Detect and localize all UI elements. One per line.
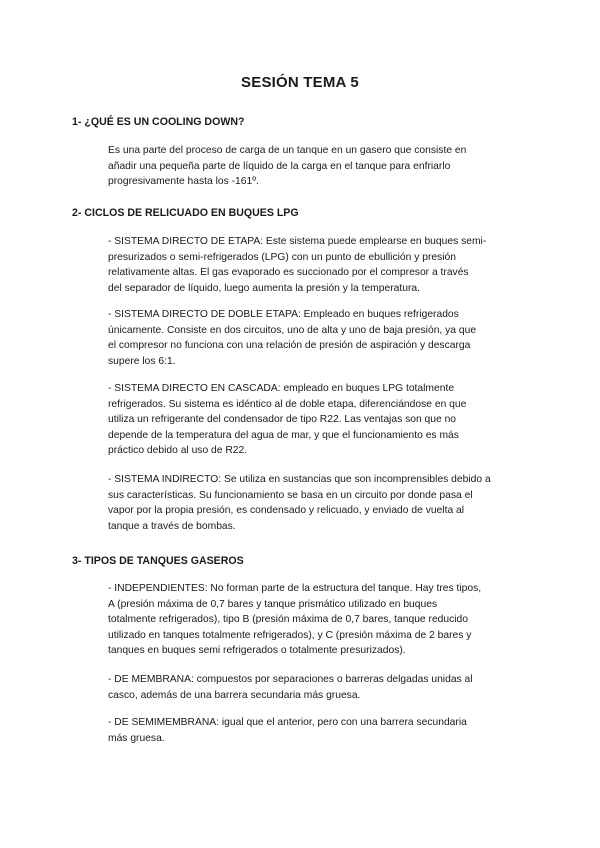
text-line: tanques en buques semi refrigerados o totalmente presurizados). [108, 645, 406, 657]
text-line: - SISTEMA DIRECTO EN CASCADA: empleado en buques LPG totalmente [108, 383, 455, 394]
text-line: depende de la temperatura del agua de mar, y que el funcionamiento es más [108, 429, 459, 441]
paragraph-membrana [108, 672, 526, 703]
text-line: - SISTEMA DIRECTO DE DOBLE ETAPA: Empleado en buques refrigerados [108, 309, 459, 320]
paragraph-sistema-doble-etapa [108, 307, 526, 369]
section-heading-2: 2- CICLOS DE RELICUADO EN BUQUES LPG [72, 207, 299, 219]
paragraph-sistema-indirecto [108, 472, 526, 534]
text-line: del separador de líquido, luego aumenta la presión y la temperatura. [108, 282, 420, 294]
text-line: relativamente altas. El gas evaporado es succionado por el compresor a través [108, 267, 469, 279]
text-line: - INDEPENDIENTES: No forman parte de la estructura del tanque. Hay tres tipos, [108, 583, 482, 594]
text-line: práctico debido al uso de R22. [108, 445, 248, 457]
text-line: supere los 6:1. [108, 355, 176, 367]
text-line: - SISTEMA DIRECTO DE ETAPA: Este sistema puede emplearse en buques semi- [108, 236, 487, 247]
text-line: más gruesa. [108, 732, 165, 744]
section-heading-3: 3- TIPOS DE TANQUES GASEROS [72, 555, 244, 567]
text-line: casco, además de una barrera secundaria más gruesa. [108, 689, 361, 701]
text-line: únicamente. Consiste en dos circuitos, uno de alta y uno de baja presión, ya que [108, 324, 477, 336]
text-line: Es una parte del proceso de carga de un tanque en un gasero que consiste en [108, 145, 467, 156]
text-line: el compresor no funciona con una relación de presión de aspiración y descarga [108, 340, 471, 352]
text-line: refrigerados. Su sistema es idéntico al de doble etapa, diferenciándose en que [108, 398, 467, 410]
text-line: A (presión máxima de 0,7 bares y tanque prismático utilizado en buques [108, 598, 438, 610]
paragraph-sistema-cascada [108, 381, 526, 459]
paragraph-sistema-directo-etapa [108, 234, 526, 296]
text-line: presurizados o semi-refrigerados (LPG) con un punto de ebullición y presión [108, 251, 456, 263]
text-line: - DE MEMBRANA: compuestos por separaciones o barreras delgadas unidas al [108, 674, 473, 685]
text-line: vapor por la propia presión, es condensado y relicuado, y enviado de vuelta al [108, 505, 465, 517]
text-line: añadir una pequeña parte de líquido de la carga en el tanque para enfriarlo [108, 160, 451, 172]
text-line: totalmente refrigerados), tipo B (presión máxima de 0,7 bares, tanque reducido [108, 614, 469, 626]
text-line: utiliza un refrigerante del condensador de tipo R22. Las ventajas son que no [108, 414, 457, 426]
text-line: tanque a través de bombas. [108, 520, 236, 532]
text-line: - DE SEMIMEMBRANA: igual que el anterior, pero con una barrera secundaria [108, 717, 467, 728]
section-heading-1: 1- ¿QUÉ ES UN COOLING DOWN? [72, 116, 245, 128]
paragraph-cooling-down [108, 143, 526, 190]
paragraph-semimembrana [108, 715, 526, 746]
paragraph-independientes [108, 581, 526, 659]
page-title: SESIÓN TEMA 5 [241, 74, 359, 91]
text-line: progresivamente hasta los -161º. [108, 176, 259, 188]
text-line: sus características. Su funcionamiento se basa en un circuito por donde pasa el [108, 489, 473, 501]
text-line: utilizado en tanques totalmente refrigerados), y C (presión máxima de 2 bares y [108, 629, 472, 641]
text-line: - SISTEMA INDIRECTO: Se utiliza en sustancias que son incomprensibles debido a [108, 474, 491, 485]
